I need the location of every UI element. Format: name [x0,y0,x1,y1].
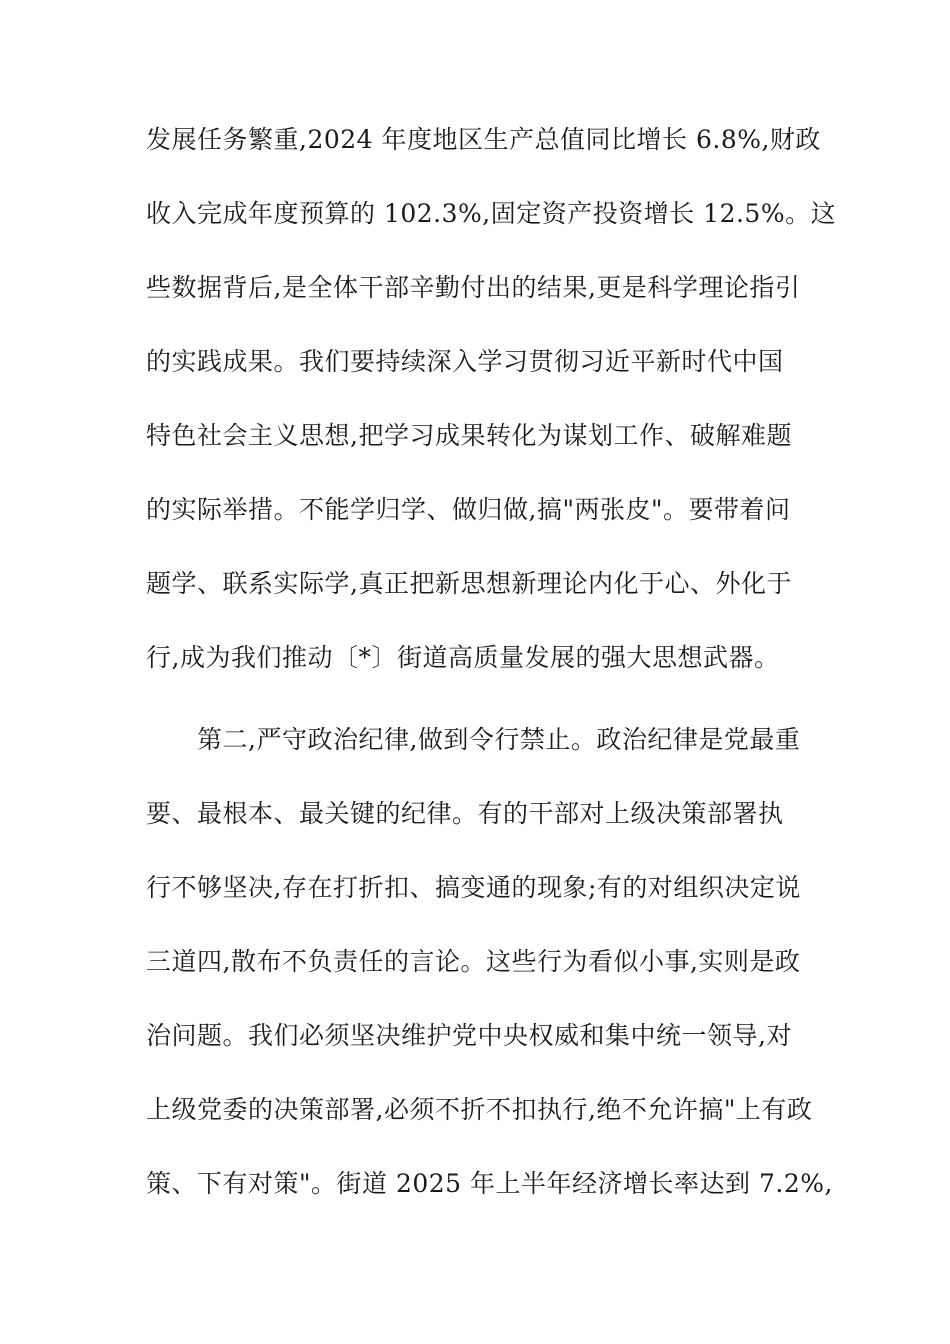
text-line: 题学、联系实际学,真正把新思想新理论内化于心、外化于 [146,569,792,598]
paragraph-spacer [146,708,810,716]
document-body [146,116,837,1234]
text-line: 些数据背后,是全体干部辛勤付出的结果,更是科学理论指引 [146,273,801,302]
text-line: 要、最根本、最关键的纪律。有的干部对上级决策部署执 [146,799,784,828]
text-line: 治问题。我们必须坚决维护党中央权威和集中统一领导,对 [146,1021,792,1050]
text-line: 的实践成果。我们要持续深入学习贯彻习近平新时代中国 [146,347,784,376]
text-line: 策、下有对策"。街道 2025 年上半年经济增长率达到 7.2%, [146,1169,833,1198]
text-line: 第二,严守政治纪律,做到令行禁止。政治纪律是党最重 [146,725,801,754]
paragraph-theory-study [146,116,837,708]
text-line: 行不够坚决,存在打折扣、搞变通的现象;有的对组织决定说 [146,873,801,902]
text-line: 的实际举措。不能学归学、做归做,搞"两张皮"。要带着问 [146,495,791,524]
text-line: 行,成为我们推动〔*〕街道高质量发展的强大思想武器。 [146,643,780,672]
text-line: 发展任务繁重,2024 年度地区生产总值同比增长 6.8%,财政 [146,125,821,154]
text-line: 收入完成年度预算的 102.3%,固定资产投资增长 12.5%。这 [146,199,837,228]
text-line: 特色社会主义思想,把学习成果转化为谋划工作、破解难题 [146,421,792,450]
text-line: 三道四,散布不负责任的言论。这些行为看似小事,实则是政 [146,947,801,976]
paragraph-political-discipline [146,716,833,1234]
text-line: 上级党委的决策部署,必须不折不扣执行,绝不允许搞"上有政 [146,1095,813,1124]
